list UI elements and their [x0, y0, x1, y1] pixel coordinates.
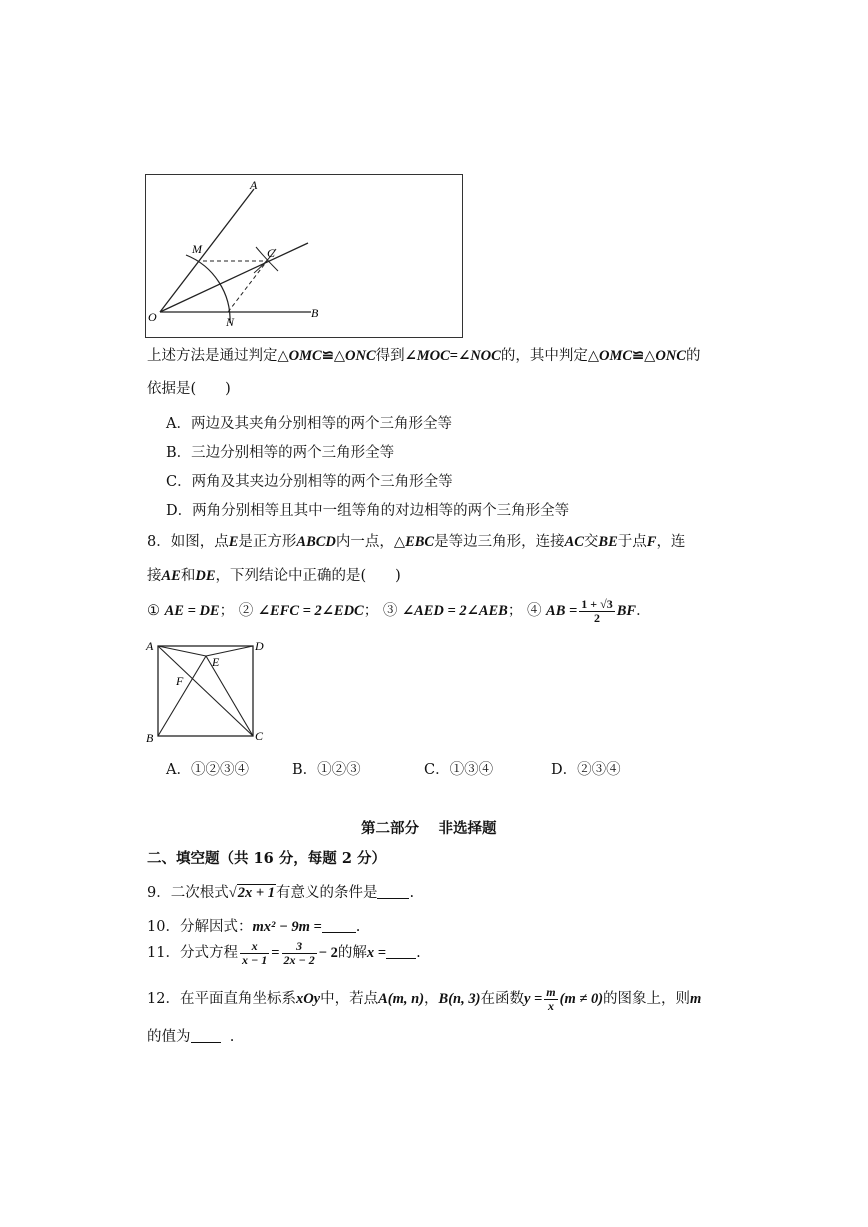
q7-option-c: C．两角及其夹边分别相等的两个三角形全等 [166, 474, 453, 490]
q7-option-a: A．两边及其夹角分别相等的两个三角形全等 [166, 416, 452, 432]
q8-BE: BE [598, 534, 618, 550]
q11-end: . [416, 945, 421, 962]
label-N: N [226, 315, 235, 329]
q8-text: 内一点，△ [335, 534, 406, 550]
segment-AE [158, 646, 206, 656]
q12-end: . [229, 1029, 235, 1045]
q8-line2 [147, 564, 401, 585]
q8-mark-2: ② [238, 603, 254, 620]
sq-label-B: B [146, 731, 154, 745]
sq-label-E: E [212, 655, 220, 669]
q8-AC: AC [564, 534, 584, 550]
q12-answer-blank[interactable] [191, 1028, 221, 1043]
q8-text: 交 [583, 534, 599, 550]
q7-tri3: △OMC [587, 348, 633, 364]
q9-radicand: 2x + 1 [237, 885, 275, 901]
q12-text: 的图象上，则 [603, 991, 691, 1008]
q7-option-d: D．两角分别相等且其中一组等角的对边相等的两个三角形全等 [166, 503, 570, 519]
q8-mark-3: ③ [382, 603, 398, 620]
q8-option-c: C．①③④ [424, 762, 494, 778]
q8-statement-2: ∠EFC = 2∠EDC [257, 603, 364, 620]
sq-label-A: A [146, 639, 154, 653]
q7-text-mid: 得到 [375, 348, 405, 364]
q11-answer-blank[interactable] [386, 944, 416, 959]
q12-text: 在函数 [480, 991, 524, 1008]
ray-OA [160, 189, 254, 312]
label-A: A [250, 178, 258, 192]
q12-point-B: B(n, 3) [438, 991, 481, 1008]
q8-AE: AE [161, 568, 181, 584]
q11-f2-num: 3 [282, 940, 317, 954]
q11-rest: − 2 [318, 945, 338, 962]
q12-y: y = [523, 991, 543, 1008]
q8-end: ． [636, 603, 651, 620]
sq-label-F: F [176, 674, 184, 688]
q10-answer-blank[interactable] [322, 918, 356, 933]
label-B: B [311, 306, 319, 320]
q8-frac-num: 1 + √3 [581, 597, 613, 611]
q8-text: ，下列结论中正确的是( ) [215, 568, 401, 584]
q7-tri1: △OMC [277, 348, 322, 364]
q10-expr: mx² − 9m = [252, 919, 322, 935]
q12-cond: (m ≠ 0) [559, 991, 604, 1008]
q7-tri4: △ONC [644, 348, 686, 364]
q9 [147, 881, 414, 902]
q12-text: 中，若点 [320, 991, 379, 1008]
q11-fraction-2 [282, 940, 317, 966]
q12-text: 12．在平面直角坐标系 [147, 991, 296, 1008]
section2-title: 第二部分 非选择题 [361, 820, 497, 837]
q9-text: 9．二次根式 [147, 885, 229, 901]
q7-cong2: ≌ [632, 348, 645, 364]
q7-line1 [147, 344, 700, 365]
q11-text: 的解 [337, 945, 367, 962]
q12-point-A: A(m, n) [378, 991, 425, 1008]
figure-square [142, 636, 272, 746]
q8-option-d: D．②③④ [551, 762, 621, 778]
segment-AC [158, 646, 253, 736]
q8-ABCD: ABCD [296, 534, 336, 550]
q8-text: 是等边三角形，连接 [434, 534, 565, 550]
q8-text: 和 [180, 568, 196, 584]
q7-text: 上述方法是通过判定 [147, 348, 278, 364]
q12-line2 [147, 1025, 234, 1046]
q11-f1-den: x − 1 [241, 952, 268, 967]
q9-text: 有意义的条件是 [275, 885, 378, 901]
q7-ang2: ∠NOC [458, 348, 501, 364]
q8-text: 是正方形 [238, 534, 297, 550]
q12-text: 的值为 [147, 1029, 191, 1045]
q11 [147, 940, 421, 966]
q12-f-num: m [546, 985, 556, 999]
q8-sep: ； [507, 603, 523, 620]
q11-text: 11．分式方程 [147, 945, 238, 962]
sq-label-C: C [255, 729, 264, 743]
q7-tri2: △ONC [333, 348, 376, 364]
q8-statements [147, 598, 651, 624]
q10 [147, 915, 360, 936]
q11-x: x = [366, 945, 387, 962]
q8-F: F [646, 534, 657, 550]
q11-eq: = [271, 945, 280, 962]
q9-answer-blank[interactable] [377, 884, 409, 899]
q8-text: 接 [147, 568, 162, 584]
q12-m: m [690, 991, 702, 1008]
q8-statement-1: AE = DE [164, 603, 220, 620]
q8-sep: ； [363, 603, 379, 620]
q8-sep: ； [219, 603, 235, 620]
q8-line1 [147, 530, 685, 551]
figure-angle-bisector [145, 174, 463, 338]
section2-heading: 二、填空题（共 16 分，每题 2 分） [147, 850, 386, 867]
q8-mark-1: ① [147, 603, 160, 620]
q7-text-suffix: 的，其中判定 [500, 348, 588, 364]
label-O: O [148, 310, 157, 324]
q7-text-end: 的 [685, 348, 701, 364]
q8-text: 于点 [617, 534, 647, 550]
q8-DE: DE [195, 568, 216, 584]
sqrt-symbol: √ [228, 885, 237, 901]
q12-f-den: x [547, 998, 554, 1013]
q8-option-a: A．①②③④ [166, 762, 249, 778]
figure-angle-bisector-svg [146, 175, 462, 337]
q12-xOy: xOy [295, 991, 321, 1008]
q10-text: 10．分解因式： [147, 919, 253, 935]
q8-text: 8．如图，点 [147, 534, 229, 550]
q8-frac-den: 2 [594, 610, 600, 625]
q11-fraction-1 [240, 940, 269, 966]
q7-eq: = [449, 348, 459, 364]
q8-EBC: EBC [405, 534, 435, 550]
sq-label-D: D [255, 639, 264, 653]
q7-ang1: ∠MOC [404, 348, 450, 364]
q12-fraction [544, 986, 557, 1012]
q12-text: ， [424, 991, 439, 1008]
q8-statement-4-rhs: BF [616, 603, 637, 620]
q8-E: E [228, 534, 239, 550]
q7-cong: ≌ [321, 348, 334, 364]
label-M: M [192, 242, 202, 256]
q10-end: . [355, 919, 361, 935]
segment-NC [228, 261, 267, 312]
q8-text: ，连 [656, 534, 686, 550]
q8-fraction [579, 598, 614, 624]
q8-option-b: B．①②③ [292, 762, 361, 778]
q11-f2-den: 2x − 2 [283, 952, 315, 967]
q7-option-b: B．三边分别相等的两个三角形全等 [166, 445, 395, 461]
q12-line1 [147, 986, 701, 1012]
ray-OC [160, 243, 308, 312]
label-C: C [267, 246, 276, 260]
q9-end: . [409, 885, 415, 901]
q8-mark-4: ④ [526, 603, 542, 620]
q8-statement-3: ∠AED = 2∠AEB [401, 603, 508, 620]
q7-line2: 依据是( ) [147, 381, 231, 397]
q8-statement-4-lhs: AB = [546, 603, 578, 620]
q11-f1-num: x [240, 940, 269, 954]
